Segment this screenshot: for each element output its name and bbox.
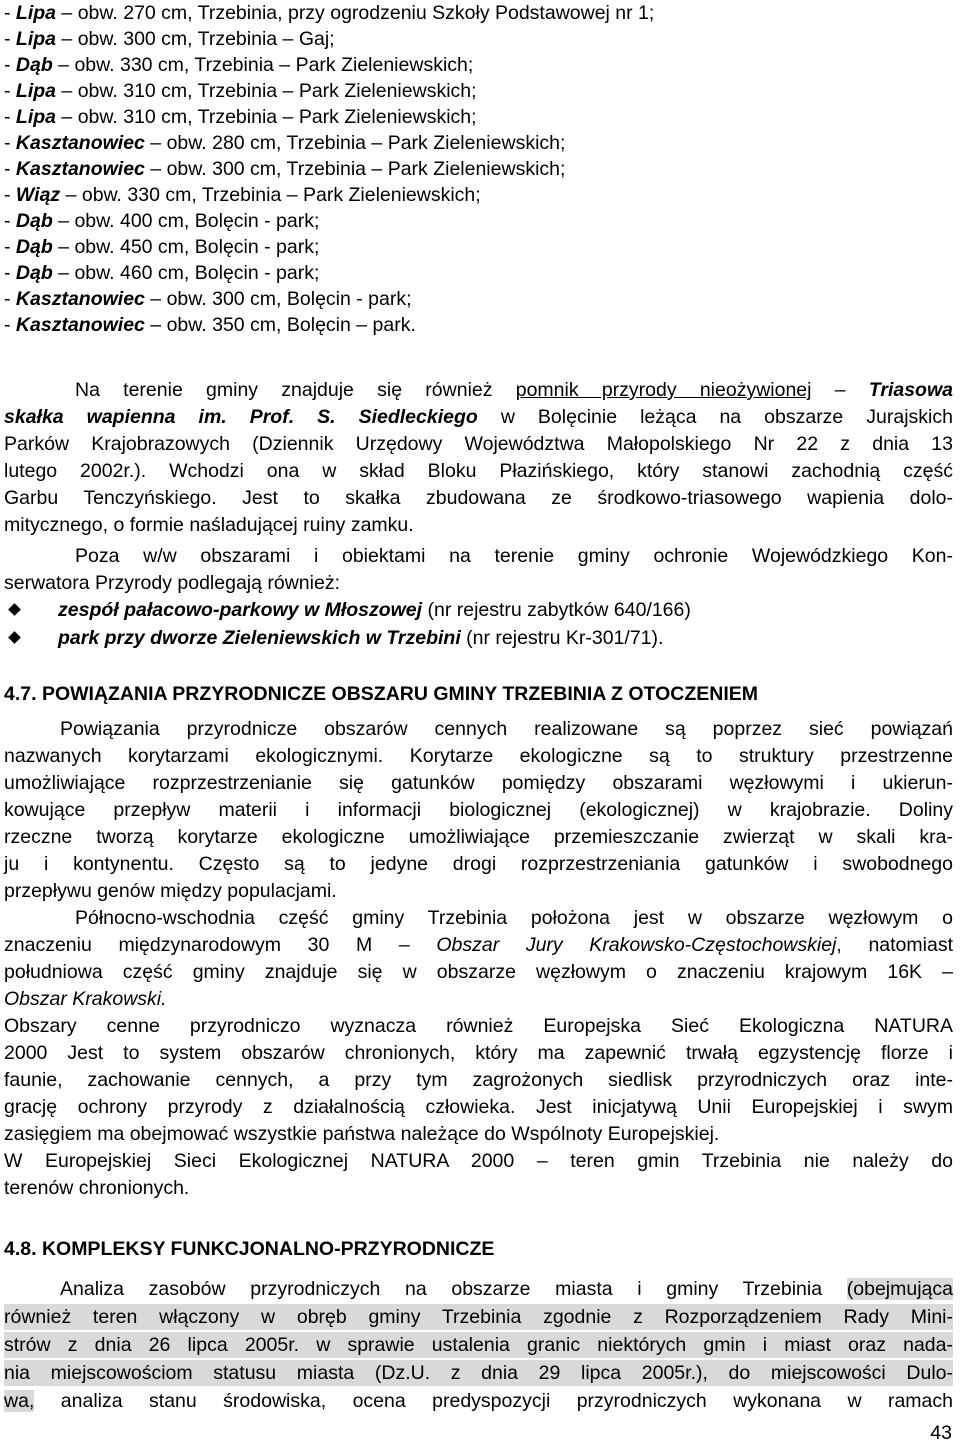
text-line: nia miejscowościom statusu miasta (Dz.U. z dnia 29 lipca 2005r.), do miejscowości Dulo-: [4, 1362, 953, 1384]
section-heading: 4.8. KOMPLEKSY FUNKCJONALNO-PRZYRODNICZE: [4, 1238, 495, 1260]
text-line: serwatora Przyrody podlegają również:: [4, 572, 340, 594]
text-line: południowa część gminy znajduje się w obszarze węzłowym o znaczeniu krajowym 16K –: [4, 961, 953, 983]
text-line: grację ochrony przyrody z działalnością człowieka. Jest inicjatywą Unii Europejskiej i swym: [4, 1096, 953, 1118]
list-item: - Kasztanowiec – obw. 300 cm, Bolęcin - park;: [4, 288, 412, 310]
text-line: W Europejskiej Sieci Ekologicznej NATURA 2000 – teren gmin Trzebinia nie należy do: [4, 1150, 953, 1172]
section-heading: 4.7. POWIĄZANIA PRZYRODNICZE OBSZARU GMINY TRZEBINIA Z OTOCZENIEM: [4, 683, 759, 705]
text-line: skałka wapienna im. Prof. S. Siedleckiego w Bolęcinie leżąca na obszarze Jurajskich: [4, 406, 953, 428]
text-line: lutego 2002r.). Wchodzi ona w skład Bloku Płazińskiego, który stanowi zachodnią część: [4, 460, 953, 482]
list-item: park przy dworze Zieleniewskich w Trzebini (nr rejestru Kr-301/71).: [58, 627, 664, 649]
text-line: Powiązania przyrodnicze obszarów cennych realizowane są poprzez sieć powiązań: [60, 718, 953, 740]
text-line: wa, analiza stanu środowiska, ocena predyspozycji przyrodniczych wykonana w ramach: [4, 1390, 953, 1412]
text-line: zasięgiem ma obejmować wszystkie państwa należące do Wspólnoty Europejskiej.: [4, 1123, 720, 1145]
list-item: - Dąb – obw. 330 cm, Trzebinia – Park Zieleniewskich;: [4, 54, 474, 76]
text-line: Północno-wschodnia część gminy Trzebinia położona jest w obszarze węzłowym o: [75, 907, 953, 929]
page-number: 43: [930, 1422, 952, 1444]
text-line: umożliwiające rozprzestrzenianie się gatunków pomiędzy obszarami węzłowymi i ukierun-: [4, 772, 953, 794]
text-line: Obszary cenne przyrodniczo wyznacza również Europejska Sieć Ekologiczna NATURA: [4, 1015, 953, 1037]
text-line: kowujące przepływ materii i informacji biologicznej (ekologicznej) w krajobrazie. Doliny: [4, 799, 953, 821]
text-line: przepływu genów między populacjami.: [4, 880, 337, 902]
text-line: rzeczne tworzą korytarze ekologiczne umożliwiające przemieszczanie zwierząt w skali kra-: [4, 826, 953, 848]
list-item: - Kasztanowiec – obw. 350 cm, Bolęcin – park.: [4, 314, 416, 336]
list-item: - Dąb – obw. 460 cm, Bolęcin - park;: [4, 262, 320, 284]
text-line: strów z dnia 26 lipca 2005r. w sprawie ustalenia granic niektórych gmin i miast oraz nada-: [4, 1334, 953, 1356]
bullet-icon: [8, 603, 21, 616]
list-item: - Lipa – obw. 300 cm, Trzebinia – Gaj;: [4, 28, 335, 50]
text-line: 2000 Jest to system obszarów chronionych, który ma zapewnić trwałą egzystencję florze i: [4, 1042, 953, 1064]
text-line: mitycznego, o formie naśladującej ruiny zamku.: [4, 514, 414, 536]
list-item: - Dąb – obw. 400 cm, Bolęcin - park;: [4, 210, 320, 232]
list-item: - Lipa – obw. 310 cm, Trzebinia – Park Zieleniewskich;: [4, 80, 477, 102]
list-item: - Kasztanowiec – obw. 300 cm, Trzebinia – Park Zieleniewskich;: [4, 158, 566, 180]
bullet-icon: [8, 631, 21, 644]
list-item: - Kasztanowiec – obw. 280 cm, Trzebinia – Park Zieleniewskich;: [4, 132, 566, 154]
text-line: terenów chronionych.: [4, 1177, 190, 1199]
list-item: - Wiąz – obw. 330 cm, Trzebinia – Park Zieleniewskich;: [4, 184, 481, 206]
list-item: - Lipa – obw. 270 cm, Trzebinia, przy ogrodzeniu Szkoły Podstawowej nr 1;: [4, 2, 655, 24]
text-line: znaczeniu międzynarodowym 30 M – Obszar Jury Krakowsko-Częstochowskiej, natomiast: [4, 934, 953, 956]
text-line: faunie, zachowanie cennych, a przy tym zagrożonych siedlisk przyrodniczych oraz inte-: [4, 1069, 953, 1091]
list-item: zespół pałacowo-parkowy w Młoszowej (nr rejestru zabytków 640/166): [58, 599, 691, 621]
text-line: nazwanych korytarzami ekologicznymi. Korytarze ekologiczne są to struktury przestrzenne: [4, 745, 953, 767]
text-line: Garbu Tenczyńskiego. Jest to skałka zbudowana ze środkowo-triasowego wapienia dolo-: [4, 487, 953, 509]
text-line: Parków Krajobrazowych (Dziennik Urzędowy Województwa Małopolskiego Nr 22 z dnia 13: [4, 433, 953, 455]
text-line: Obszar Krakowski.: [4, 988, 167, 1010]
text-line: Poza w/w obszarami i obiektami na terenie gminy ochronie Wojewódzkiego Kon-: [75, 545, 953, 567]
list-item: - Dąb – obw. 450 cm, Bolęcin - park;: [4, 236, 320, 258]
text-line: również teren włączony w obręb gminy Trzebinia zgodnie z Rozporządzeniem Rady Mini-: [4, 1306, 953, 1328]
text-line: Na terenie gminy znajduje się również pomnik przyrody nieożywionej – Triasowa: [75, 379, 953, 401]
list-item: - Lipa – obw. 310 cm, Trzebinia – Park Zieleniewskich;: [4, 106, 477, 128]
text-line: ju i kontynentu. Często są to jedyne drogi rozprzestrzeniania gatunków i swobodnego: [4, 853, 953, 875]
text-line: Analiza zasobów przyrodniczych na obszarze miasta i gminy Trzebinia (obejmująca: [60, 1278, 953, 1300]
